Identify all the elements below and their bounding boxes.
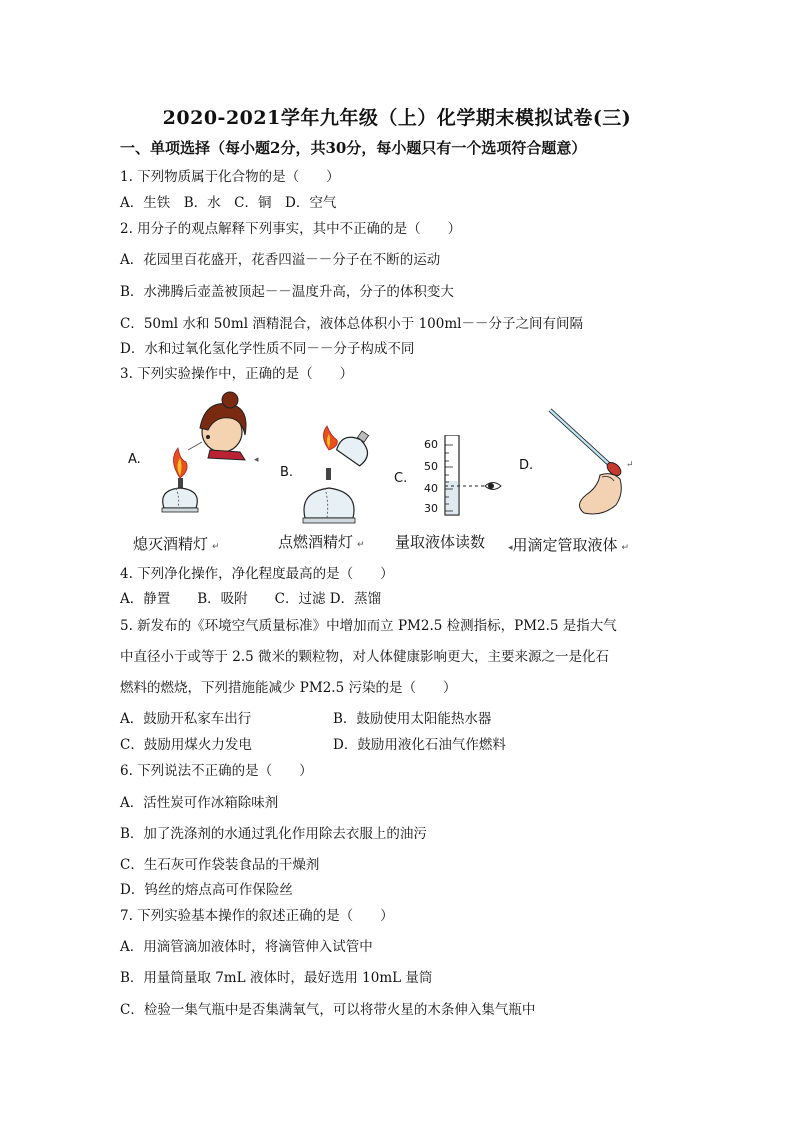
question-4-stem: 4. 下列净化操作，净化程度最高的是（ ） — [120, 566, 394, 582]
question-5-option-b: B．鼓励使用太阳能热水器 — [333, 711, 492, 727]
question-6-option-b: B．加了洗涤剂的水通过乳化作用除去衣服上的油污 — [120, 826, 427, 842]
question-7-stem: 7. 下列实验基本操作的叙述正确的是（ ） — [120, 908, 394, 924]
question-1-stem: 1. 下列物质属于化合物的是（ ） — [120, 169, 340, 185]
scale-label-60: 60 — [424, 438, 438, 451]
cylinder-reading-illustration — [405, 435, 520, 520]
dropper-illustration — [540, 405, 635, 520]
question-2-option-d: D．水和过氧化氢化学性质不同－－分子构成不同 — [120, 341, 415, 357]
question-3-stem: 3. 下列实验操作中，正确的是（ ） — [120, 366, 354, 382]
blow-out-lamp-illustration — [150, 390, 255, 525]
figure-label-b: B. — [280, 465, 294, 480]
question-1-options: A．生铁 B．水 C．铜 D．空气 — [120, 195, 337, 211]
question-2-option-b: B．水沸腾后壶盖被顶起－－温度升高，分子的体积变大 — [120, 284, 454, 300]
caption-d: ◂用滴定管取液体 ↵ — [508, 536, 630, 554]
question-6-stem: 6. 下列说法不正确的是（ ） — [120, 763, 313, 779]
question-2-stem: 2. 用分子的观点解释下列事实，其中不正确的是（ ） — [120, 221, 462, 237]
question-7-option-b: B．用量筒量取 7mL 液体时，最好选用 10mL 量筒 — [120, 970, 433, 986]
question-5-line-1: 5. 新发布的《环境空气质量标准》中增加而立 PM2.5 检测指标，PM2.5 是指大气 — [120, 618, 617, 634]
caption-c: 量取液体读数 — [395, 533, 486, 551]
question-5-line-3: 燃料的燃烧，下列措施能减少 PM2.5 污染的是（ ） — [120, 680, 457, 696]
scale-label-40: 40 — [424, 482, 438, 495]
figure-label-c: C. — [394, 471, 408, 486]
caption-a: 熄灭酒精灯 ↵ — [133, 535, 220, 553]
question-5-option-a: A．鼓励开私家车出行 — [120, 711, 252, 727]
question-7-option-c: C．检验一集气瓶中是否集满氧气，可以将带火星的木条伸入集气瓶中 — [120, 1002, 536, 1018]
question-5-option-d: D．鼓励用液化石油气作燃料 — [333, 737, 506, 753]
section-heading: 一、单项选择（每小题2分，共30分，每小题只有一个选项符合题意） — [120, 139, 587, 157]
scale-label-50: 50 — [424, 460, 438, 473]
scale-label-30: 30 — [424, 502, 438, 515]
question-7-option-a: A．用滴管滴加液体时，将滴管伸入试管中 — [120, 939, 373, 955]
question-4-options: A．静置 B．吸附 C．过滤 D．蒸馏 — [120, 591, 382, 607]
figure-label-d: D. — [519, 458, 534, 473]
question-2-option-c: C．50ml 水和 50ml 酒精混合，液体总体积小于 100ml－－分子之间有间隔 — [120, 316, 583, 332]
question-5-option-c: C．鼓励用煤火力发电 — [120, 737, 252, 753]
page-title: 2020-2021学年九年级（上）化学期末模拟试卷(三) — [162, 107, 632, 129]
question-6-option-d: D．钨丝的熔点高可作保险丝 — [120, 882, 293, 898]
return-mark-icon: ↵ — [626, 460, 634, 470]
question-6-option-a: A．活性炭可作冰箱除味剂 — [120, 795, 279, 811]
caption-b: 点燃酒精灯 ↵ — [278, 533, 365, 551]
question-2-option-a: A．花园里百花盛开，花香四溢－－分子在不断的运动 — [120, 252, 441, 268]
figure-label-a: A. — [128, 452, 141, 467]
light-lamp-illustration — [295, 420, 390, 530]
question-5-line-2: 中直径小于或等于 2.5 微米的颗粒物，对人体健康影响更大，主要来源之一是化石 — [120, 649, 610, 665]
question-6-option-c: C．生石灰可作袋装食品的干燥剂 — [120, 857, 320, 873]
return-mark-icon: ◂ — [254, 455, 259, 465]
